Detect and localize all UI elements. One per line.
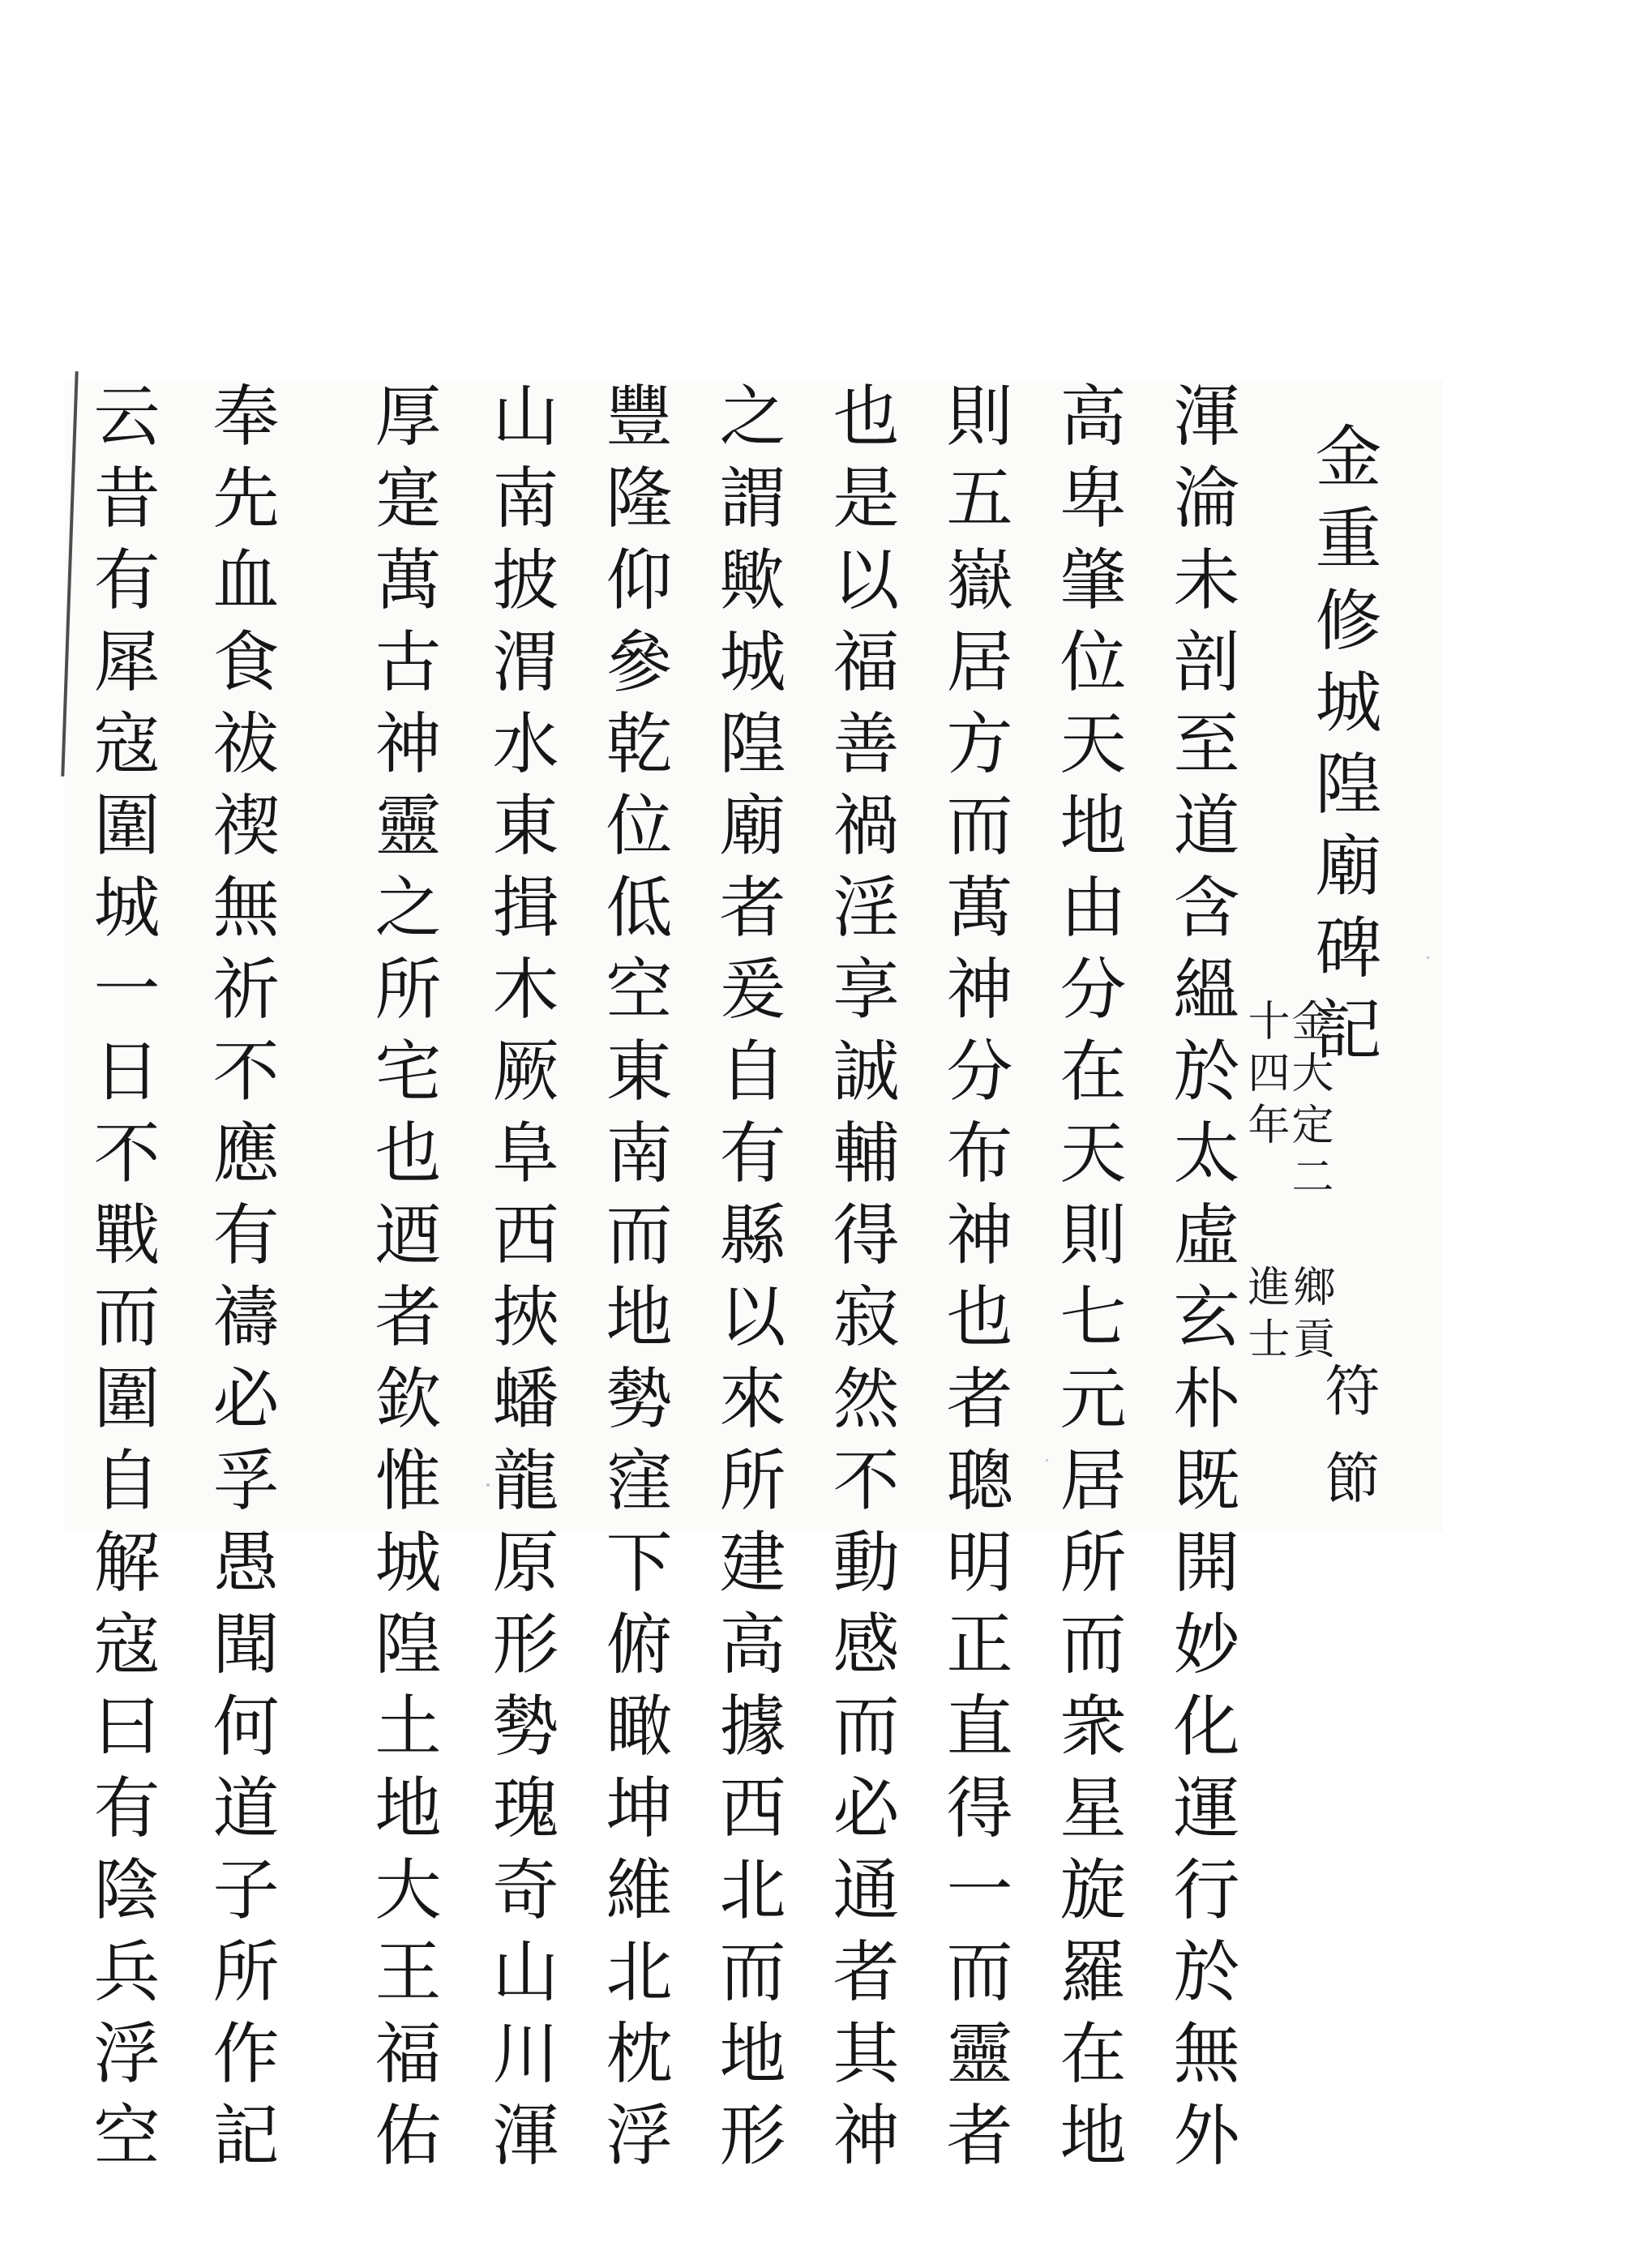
author-note-line-2: 進士 [1240, 1265, 1289, 1368]
scan-speck [1427, 956, 1429, 959]
body-column-8: 厚寔萬古神靈之所宅也迺者欽惟城隍土地大王福佑 [364, 381, 441, 2182]
body-column-2: 高卑肇位天地由分在天則七元居所而衆星旋羅在地 [1049, 381, 1126, 2182]
body-column-9: 奉先血食祓禊無祈不應有禱必孚愚聞何道子所作記 [202, 381, 279, 2182]
body-column-7: 山南披渭水東揖木厥阜西挾蟠龍原形勢瑰奇山川渾 [482, 381, 559, 2182]
scan-speck [1046, 1459, 1048, 1461]
body-column-1: 渾淪未剖至道含縕於太虛玄朴既開妙化運行於無外 [1162, 381, 1239, 2182]
body-column-3: 則五嶽居方而萬神分布神也者聰明正直得一而靈者 [935, 381, 1012, 2182]
body-column-4: 也是以福善禍淫享誠輔得寂然不動感而必通者其神 [822, 381, 899, 2182]
body-column-5: 之謂歟城隍廟者爰自有縣以來所建高據西北而地形 [708, 381, 786, 2182]
body-column-10: 云昔有犀寇圍城一日不戰而圍自解寇曰有陰兵浮空 [83, 381, 160, 2182]
inscription-title: 金重修城隍廟碑記 [1304, 422, 1381, 1076]
date-note-line-1: 金大定二 [1284, 999, 1333, 1206]
author-note-line-1: 鄉貢 [1286, 1265, 1334, 1368]
date-note-line-2: 十四年 [1240, 999, 1289, 1154]
body-column-6: 豐隆仰參乾位低空東南而地勢窪下俯瞰坤維北枕浮 [595, 381, 672, 2182]
author-name: 符節 [1316, 1362, 1380, 1537]
